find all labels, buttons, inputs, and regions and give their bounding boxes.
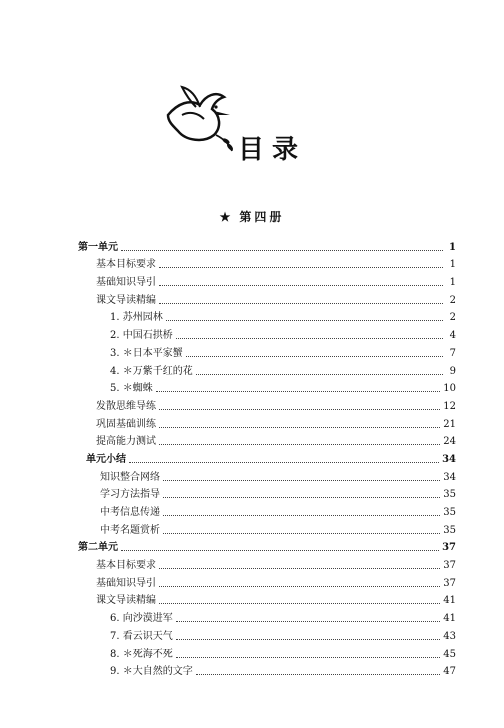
- toc-dot-leader: [159, 443, 440, 445]
- toc-entry-page-number: 35: [443, 524, 456, 536]
- toc-entry[interactable]: [78, 307, 456, 325]
- toc-entry-page-number: 9: [449, 365, 456, 377]
- page-title: 目录: [238, 135, 307, 165]
- toc-dot-leader: [163, 532, 440, 534]
- toc-dot-leader: [159, 284, 443, 286]
- toc-entry-title: 5. ＊蜘蛛: [110, 383, 153, 395]
- toc-entry[interactable]: [78, 466, 456, 484]
- toc-entry[interactable]: [78, 554, 456, 572]
- toc-entry-title: 第二单元: [78, 542, 118, 554]
- toc-entry-page-number: 41: [443, 595, 456, 607]
- toc-entry-page-number: 24: [443, 436, 456, 448]
- toc-dot-leader: [176, 638, 441, 640]
- toc-entry-title: 单元小结: [86, 453, 126, 465]
- toc-dot-leader: [159, 602, 440, 604]
- toc-entry-title: 1. 苏州园林: [110, 312, 163, 324]
- toc-entry-title: 3. ＊日本平家蟹: [110, 347, 183, 359]
- toc-entry[interactable]: [78, 590, 456, 608]
- toc-entry-page-number: 35: [443, 489, 456, 501]
- toc-entry-title: 中考信息传递: [100, 507, 160, 518]
- toc-entry-title: 8. ＊死海不死: [110, 648, 173, 660]
- toc-entry[interactable]: [78, 395, 456, 413]
- toc-entry-page-number: 37: [442, 542, 456, 554]
- toc-dot-leader: [159, 585, 440, 587]
- toc-entry-title: 4. ＊万紫千红的花: [110, 365, 193, 377]
- dove-with-olive-branch-icon: [160, 85, 240, 155]
- toc-entry[interactable]: [78, 607, 456, 625]
- toc-entry-title: 基础知识导引: [96, 277, 156, 289]
- toc-entry-title: 知识整合网络: [100, 471, 160, 483]
- toc-entry-title: 2. 中国石拱桥: [110, 330, 173, 342]
- toc-entry-title: 学习方法指导: [100, 489, 160, 501]
- toc-entry[interactable]: [78, 342, 456, 360]
- toc-entry-page-number: 47: [443, 666, 456, 678]
- toc-entry[interactable]: [78, 448, 456, 466]
- star-icon: ★: [219, 210, 234, 224]
- toc-entry-page-number: 41: [443, 613, 456, 625]
- toc-dot-leader: [159, 567, 440, 569]
- toc-entry-title: 中考名题赏析: [100, 524, 160, 536]
- toc-entry[interactable]: [78, 289, 456, 307]
- toc-dot-leader: [196, 673, 441, 675]
- toc-entry-title: 6. 向沙漠进军: [110, 613, 173, 625]
- toc-entry[interactable]: [78, 360, 456, 378]
- toc-dot-leader: [163, 479, 440, 481]
- toc-entry-title: 提高能力测试: [96, 436, 156, 448]
- toc-dot-leader: [159, 408, 440, 410]
- toc-entry[interactable]: [78, 484, 456, 502]
- book-volume-heading: [0, 208, 504, 225]
- toc-entry[interactable]: [78, 572, 456, 590]
- toc-dot-leader: [176, 656, 441, 658]
- toc-entry-page-number: 37: [443, 577, 456, 589]
- toc-entry-title: 基本目标要求: [96, 259, 156, 271]
- toc-entry-page-number: 7: [449, 347, 456, 359]
- toc-entry-page-number: 35: [443, 507, 456, 518]
- toc-dot-leader: [156, 390, 441, 392]
- toc-dot-leader: [159, 426, 440, 428]
- toc-entry-title: 发散思维导练: [96, 400, 156, 412]
- toc-dot-leader: [166, 319, 443, 321]
- toc-entry-page-number: 43: [443, 630, 456, 642]
- toc-entry[interactable]: [78, 413, 456, 431]
- toc-entry-page-number: 34: [442, 453, 456, 465]
- toc-entry[interactable]: [78, 378, 456, 396]
- toc-entry-page-number: 2: [449, 294, 456, 306]
- toc-entry-title: 9. ＊大自然的文字: [110, 666, 193, 678]
- toc-dot-leader: [129, 461, 439, 463]
- toc-entry-page-number: 21: [443, 418, 456, 430]
- toc-entry-page-number: 1: [449, 241, 456, 253]
- toc-entry-title: 第一单元: [78, 241, 118, 253]
- toc-dot-leader: [186, 355, 443, 357]
- toc-entry-page-number: 37: [443, 560, 456, 572]
- toc-entry-page-number: 34: [443, 471, 456, 483]
- toc-entry[interactable]: [78, 271, 456, 289]
- toc-entry-title: 巩固基础训练: [96, 418, 156, 430]
- toc-dot-leader: [163, 496, 440, 498]
- toc-entry[interactable]: [78, 519, 456, 537]
- toc-entry[interactable]: [78, 236, 456, 254]
- toc-entry[interactable]: [78, 431, 456, 449]
- toc-entry-title: 7. 看云识天气: [110, 630, 173, 642]
- toc-entry-page-number: 1: [449, 259, 456, 271]
- table-of-contents: [78, 236, 456, 678]
- toc-dot-leader: [196, 373, 443, 375]
- toc-entry[interactable]: [78, 324, 456, 342]
- toc-entry-page-number: 2: [449, 312, 456, 324]
- toc-dot-leader: [159, 302, 443, 304]
- toc-entry[interactable]: [78, 501, 456, 519]
- toc-entry[interactable]: [78, 625, 456, 643]
- toc-entry[interactable]: [78, 643, 456, 661]
- toc-entry-title: 基础知识导引: [96, 577, 156, 589]
- toc-entry[interactable]: [78, 661, 456, 679]
- toc-entry-page-number: 45: [443, 648, 456, 660]
- toc-dot-leader: [159, 266, 443, 268]
- toc-entry[interactable]: [78, 254, 456, 272]
- book-volume-label: 第四册: [239, 210, 285, 224]
- toc-entry-title: 课文导读精编: [96, 595, 156, 607]
- toc-dot-leader: [121, 249, 443, 251]
- toc-entry-title: 基本目标要求: [96, 560, 156, 572]
- toc-dot-leader: [121, 549, 439, 551]
- toc-entry-title: 课文导读精编: [96, 294, 156, 306]
- page-header: [160, 85, 360, 165]
- toc-entry-page-number: 10: [443, 383, 456, 395]
- toc-entry-page-number: 4: [449, 330, 456, 342]
- toc-dot-leader: [176, 620, 441, 622]
- toc-entry-page-number: 1: [449, 277, 456, 289]
- toc-entry[interactable]: [78, 537, 456, 555]
- toc-dot-leader: [176, 337, 443, 339]
- toc-dot-leader: [163, 514, 440, 516]
- toc-entry-page-number: 12: [443, 400, 456, 412]
